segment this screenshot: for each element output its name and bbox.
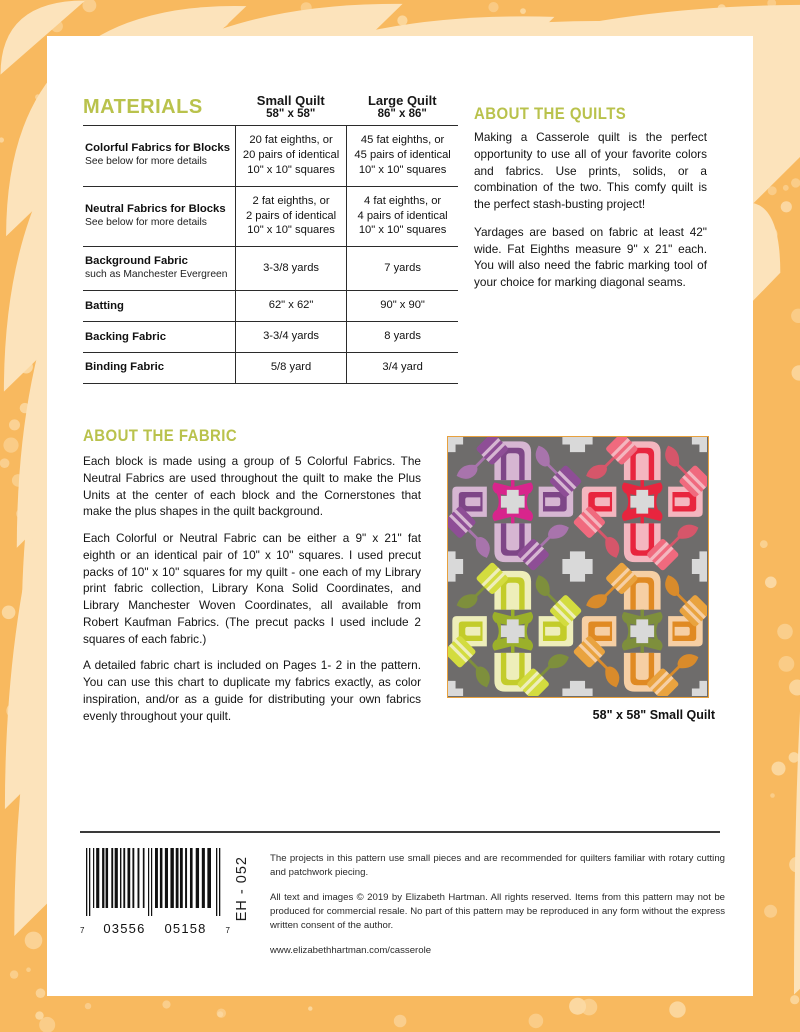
column-header-large-quilt-name: Large Quilt bbox=[367, 93, 437, 109]
materials-row-value-small: 2 fat eighths, or 2 pairs of identical 10" x 10" squares bbox=[235, 186, 346, 247]
about-the-fabric-section bbox=[83, 426, 421, 724]
barcode-digit-group-a: 03556 bbox=[103, 921, 146, 936]
barcode-digit-right: 7 bbox=[225, 926, 230, 935]
about-fabric-paragraph-1: Each block is made using a group of 5 Colorful Fabrics. The Neutral Fabrics are used throughout the quilt to make the Plus Units at the center of each block and the Cornerstones that make the plus shapes in the quilt background. bbox=[83, 454, 421, 519]
materials-row-value-large: 3/4 yard bbox=[347, 353, 458, 384]
barcode-svg bbox=[80, 848, 230, 920]
table-row bbox=[83, 126, 458, 187]
column-header-small-quilt-name: Small Quilt bbox=[256, 93, 325, 109]
materials-row-label-sub: See below for more details bbox=[85, 217, 207, 229]
legal-paragraph-copyright: All text and images © 2019 by Elizabeth Hartman. All rights reserved. Items from this pattern may not be produced for commercial resale. No part of this pattern may be reproduced in any form without the express written consent of the author. bbox=[270, 891, 725, 931]
quilt-figure bbox=[447, 436, 717, 722]
footer bbox=[80, 848, 725, 957]
column-header-small-quilt-size: 58" x 58" bbox=[266, 108, 316, 121]
materials-heading bbox=[83, 96, 235, 122]
materials-row-label-main: Binding Fabric bbox=[85, 361, 165, 374]
column-header-large-quilt bbox=[347, 93, 459, 122]
materials-row-label-main: Neutral Fabrics for Blocks bbox=[85, 203, 226, 216]
materials-row-value-large: 4 fat eighths, or 4 pairs of identical 10" x 10" squares bbox=[347, 186, 458, 247]
materials-row-value-large: 45 fat eighths, or 45 pairs of identical 10" x 10" squares bbox=[347, 126, 458, 187]
website-url[interactable]: www.elizabethhartman.com/casserole bbox=[270, 944, 432, 956]
about-quilts-paragraph-2: Yardages are based on fabric at least 42" wide. Fat Eighths measure 9" x 21" each. You will also need the fabric marking tool of your choice for marking diagonal seams. bbox=[474, 224, 707, 289]
about-fabric-paragraph-2: Each Colorful or Neutral Fabric can be either a 9" x 21" fat eighth or an identical pair of 10" x 10" squares. I used precut packs of 10" x 10" squares for my quilt - one each of my Library print fabric collection, Library Kona Solid Coordinates, and Library Manchester Woven Coordinates, all available from Robert Kaufman Fabrics. (The precut packs I used include 2 squares of each fabric.) bbox=[83, 531, 421, 646]
barcode bbox=[80, 848, 230, 936]
legal-paragraph-difficulty: The projects in this pattern use small pieces and are recommended for quilters familiar with rotary cutting and patchwork piecing. bbox=[270, 853, 725, 878]
materials-row-label bbox=[83, 353, 235, 384]
materials-header-row bbox=[83, 70, 458, 122]
table-row bbox=[83, 322, 458, 353]
quilt-caption: 58" x 58" Small Quilt bbox=[592, 708, 715, 722]
materials-row-label-main: Backing Fabric bbox=[85, 330, 166, 343]
materials-row-label bbox=[83, 247, 235, 291]
table-row bbox=[83, 247, 458, 291]
barcode-digits bbox=[80, 921, 230, 936]
materials-row-label bbox=[83, 322, 235, 353]
table-row bbox=[83, 186, 458, 247]
materials-row-label-main: Background Fabric bbox=[85, 255, 188, 268]
about-the-quilts-body bbox=[474, 129, 707, 291]
materials-row-label-sub: such as Manchester Evergreen bbox=[85, 269, 228, 281]
about-the-fabric-body bbox=[83, 453, 421, 724]
about-quilts-paragraph-1: Making a Casserole quilt is the perfect opportunity to use all of your favorite colors and fabrics. Use prints, solids, or a combination of the two. This comfy quilt is the perfect stash-busting project! bbox=[474, 130, 707, 211]
about-the-quilts-heading: ABOUT THE QUILTS bbox=[474, 104, 627, 123]
about-fabric-paragraph-3: A detailed fabric chart is included on Pages 1- 2 in the pattern. You can use this chart to duplicate my fabrics exactly, as color inspiration, and/or as a guide for distributing your own fabrics evenly throughout your quilt. bbox=[83, 658, 421, 723]
column-header-small-quilt bbox=[235, 93, 347, 122]
materials-section bbox=[83, 70, 458, 384]
materials-row-value-large: 7 yards bbox=[347, 247, 458, 291]
materials-row-label bbox=[83, 126, 235, 187]
page-sheet bbox=[47, 36, 753, 996]
legal-text-area bbox=[262, 848, 725, 957]
materials-table bbox=[83, 125, 458, 384]
about-the-fabric-heading: ABOUT THE FABRIC bbox=[83, 426, 238, 445]
barcode-area bbox=[80, 848, 262, 957]
materials-row-value-small: 3-3/8 yards bbox=[235, 247, 346, 291]
quilt-illustration-svg bbox=[448, 437, 707, 696]
table-row bbox=[83, 291, 458, 322]
page-title: MATERIALS bbox=[83, 96, 203, 118]
materials-row-label-main: Colorful Fabrics for Blocks bbox=[85, 142, 231, 155]
materials-row-value-small: 20 fat eighths, or 20 pairs of identical 10" x 10" squares bbox=[235, 126, 346, 187]
about-the-quilts-section bbox=[474, 104, 707, 291]
materials-row-value-small: 62" x 62" bbox=[235, 291, 346, 322]
materials-row-label bbox=[83, 186, 235, 247]
materials-row-value-large: 8 yards bbox=[347, 322, 458, 353]
materials-row-label bbox=[83, 291, 235, 322]
table-row bbox=[83, 353, 458, 384]
materials-row-label-sub: See below for more details bbox=[85, 156, 207, 168]
materials-row-label-main: Batting bbox=[85, 299, 124, 312]
materials-row-value-small: 3-3/4 yards bbox=[235, 322, 346, 353]
barcode-digit-left: 7 bbox=[80, 926, 85, 935]
footer-divider bbox=[80, 831, 720, 833]
column-header-large-quilt-size: 86" x 86" bbox=[377, 108, 427, 121]
quilt-illustration bbox=[447, 436, 709, 698]
barcode-digit-group-b: 05158 bbox=[164, 921, 207, 936]
materials-row-value-small: 5/8 yard bbox=[235, 353, 346, 384]
sku-code: EH - 052 bbox=[234, 856, 250, 922]
materials-row-value-large: 90" x 90" bbox=[347, 291, 458, 322]
